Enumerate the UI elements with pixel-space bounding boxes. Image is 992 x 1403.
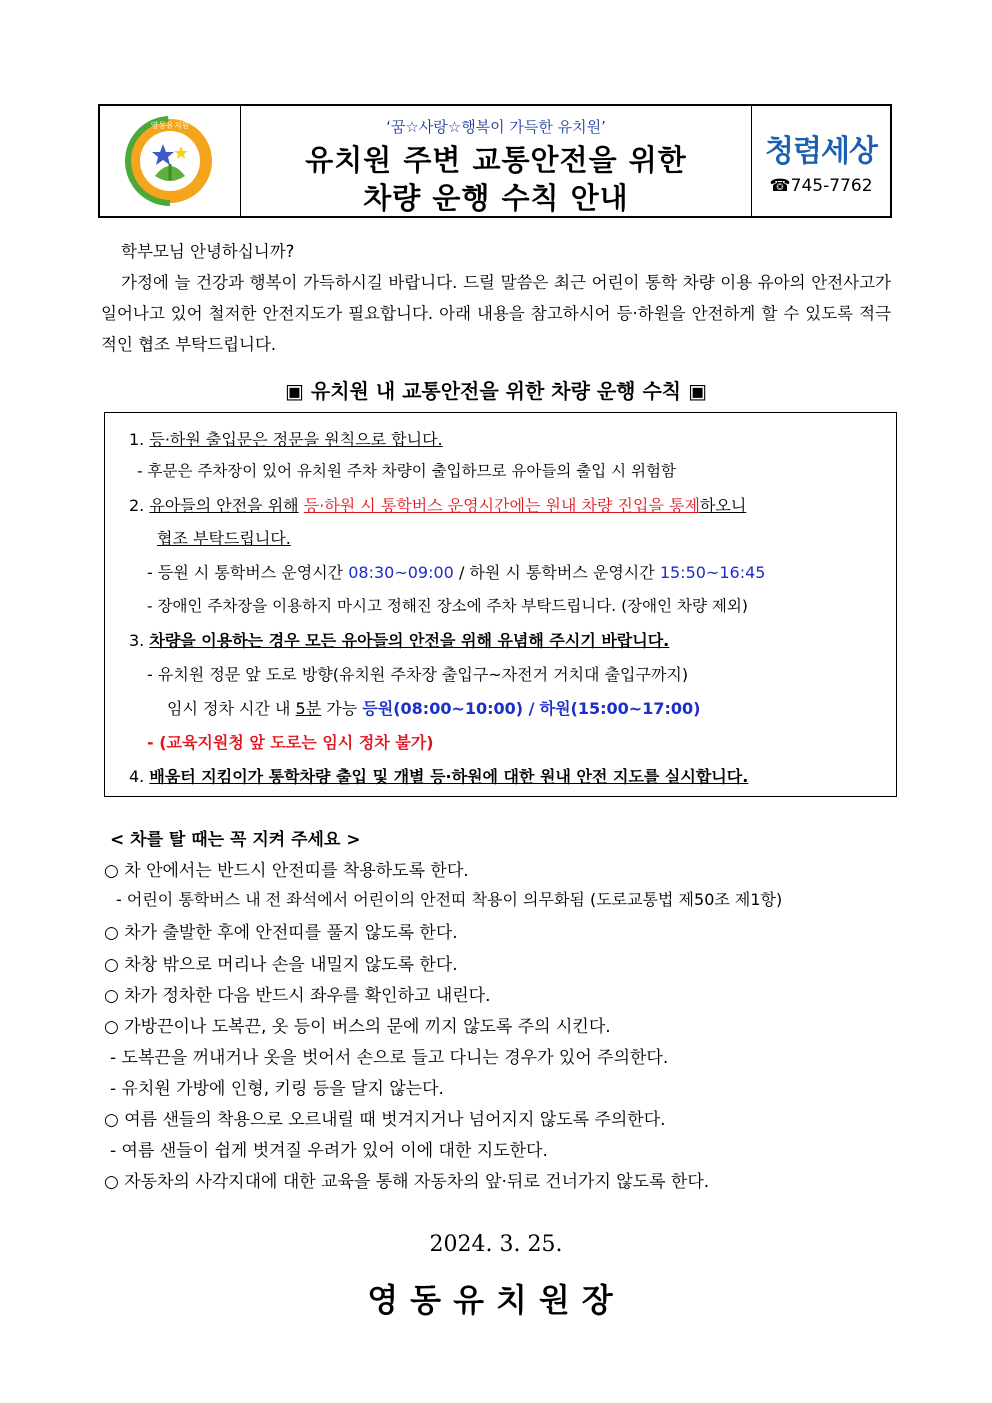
- caution-line: ○ 여름 샌들의 착용으로 오르내릴 때 벗겨지거나 넘어지지 않도록 주의한다.: [104, 1110, 666, 1130]
- header-box: [98, 104, 892, 218]
- stop-minutes: 5분: [295, 699, 322, 718]
- rule-4-number: 4.: [129, 767, 145, 786]
- rule-2-text-a: 유아들의 안전을 위해: [149, 496, 299, 515]
- caution-line: - 유치원 가방에 인형, 키링 등을 달지 않는다.: [110, 1079, 444, 1099]
- rule-2-text-d: 협조 부탁드립니다.: [157, 529, 291, 548]
- title-cell: [241, 106, 752, 216]
- pickup-label-2: 하원: [539, 699, 571, 718]
- caution-line: ○ 차가 출발한 후에 안전띠를 풀지 않도록 한다.: [104, 923, 458, 943]
- phone-number: ☎745-7762: [769, 176, 873, 196]
- signature: 영동유치원장: [367, 1281, 625, 1319]
- rule-3-sub-3: - (교육지원청 앞 도로는 임시 정차 불가): [147, 733, 434, 752]
- rule-1-text: 등·하원 출입문은 정문을 원칙으로 합니다.: [149, 430, 443, 449]
- rule-1: [129, 427, 443, 450]
- caution-line: - 어린이 통학버스 내 전 좌석에서 어린이의 안전띠 착용이 의무화됨 (도로교통법 제50조 제1항): [116, 890, 783, 909]
- section-title: ▣ 유치원 내 교통안전을 위한 차량 운행 수칙 ▣: [285, 379, 707, 403]
- caution-line: - 도복끈을 꺼내거나 옷을 벗어서 손으로 들고 다니는 경우가 있어 주의한다.: [110, 1048, 669, 1068]
- date: 2024. 3. 25.: [429, 1232, 563, 1257]
- intro: [101, 236, 891, 360]
- greeting: 학부모님 안녕하십니까?: [121, 242, 295, 261]
- rule-2-number: 2.: [129, 496, 145, 515]
- rule-1-number: 1.: [129, 430, 145, 449]
- caution-line: ○ 가방끈이나 도복끈, 옷 등이 버스의 문에 끼지 않도록 주의 시킨다.: [104, 1017, 611, 1037]
- dropoff-label-2: 등원: [362, 699, 394, 718]
- title-line-2: 차량 운행 수칙 안내: [363, 181, 629, 215]
- dropoff-label: - 등원 시 통학버스 운영시간: [147, 563, 344, 582]
- pickup-label: / 하원 시 통학버스 운영시간: [458, 563, 655, 582]
- rule-4-text: 배움터 지킴이가 통학차량 출입 및 개별 등·하원에 대한 원내 안전 지도를 실시합니다.: [149, 767, 749, 786]
- logo-cell: [100, 106, 241, 216]
- caution-line: - 여름 샌들이 쉽게 벗겨질 우려가 있어 이에 대한 지도한다.: [110, 1141, 548, 1161]
- caution-line: ○ 자동차의 사각지대에 대한 교육을 통해 자동차의 앞·뒤로 건너가지 않도록 한다.: [104, 1172, 710, 1192]
- rule-3-sub-1: - 유치원 정문 앞 도로 방향(유치원 주차장 출입구~자전거 거치대 출입구까지): [147, 665, 689, 684]
- rule-2: [129, 493, 746, 516]
- brand-cell: [752, 106, 890, 216]
- rule-3-sub-2: [167, 696, 700, 719]
- caution-line: ○ 차창 밖으로 머리나 손을 내밀지 않도록 한다.: [104, 955, 458, 975]
- caution-title: < 차를 탈 때는 꼭 지켜 주세요 >: [110, 830, 361, 850]
- pickup-time: 15:50~16:45: [659, 563, 766, 582]
- rule-2-sub-1: [147, 560, 765, 583]
- rule-3: [129, 628, 669, 651]
- caution-line: ○ 차가 정차한 다음 반드시 좌우를 확인하고 내린다.: [104, 986, 491, 1006]
- rules-box: [104, 412, 897, 797]
- brand-logo: 청렴세상: [765, 134, 877, 169]
- rule-4: [129, 764, 748, 787]
- rule-3-number: 3.: [129, 631, 145, 650]
- logo-text: 영동유치원: [150, 121, 190, 130]
- pickup-window: (15:00~17:00): [570, 699, 701, 718]
- rule-3-text: 차량을 이용하는 경우 모든 유아들의 안전을 위해 유념해 주시기 바랍니다.: [149, 631, 670, 650]
- stop-possible: 가능: [326, 699, 358, 718]
- stop-label: 임시 정차 시간 내: [167, 699, 291, 718]
- intro-body: 가정에 늘 건강과 행복이 가득하시길 바랍니다. 드릴 말씀은 최근 어린이 통학 차량 이용 유아의 안전사고가 일어나고 있어 철저한 안전지도가 필요합니다. 아래 내용을 참고하시어 등·하원을 안전하게 할 수 있도록 적극적인 협조 부탁드립니다.: [101, 273, 891, 354]
- dropoff-window: (08:00~10:00) /: [393, 699, 535, 718]
- rule-2-sub-2: - 장애인 주차장을 이용하지 마시고 정해진 장소에 주차 부탁드립니다. (장애인 차량 제외): [147, 597, 748, 615]
- rule-2-text-highlight: 등·하원 시 통학버스 운영시간에는 원내 차량 진입을 통제: [303, 496, 700, 515]
- rule-1-sub: - 후문은 주차장이 있어 유치원 주차 차량이 출입하므로 유아들의 출입 시 위험함: [137, 462, 676, 480]
- title-line-1: 유치원 주변 교통안전을 위한: [305, 143, 687, 177]
- dropoff-time: 08:30~09:00: [348, 563, 454, 582]
- caution-line: ○ 차 안에서는 반드시 안전띠를 착용하도록 한다.: [104, 861, 469, 881]
- rule-2-text-c: 하오니: [699, 496, 747, 515]
- kindergarten-logo: [125, 116, 215, 206]
- motto: ‘꿈☆사랑☆행복이 가득한 유치원’: [386, 118, 606, 136]
